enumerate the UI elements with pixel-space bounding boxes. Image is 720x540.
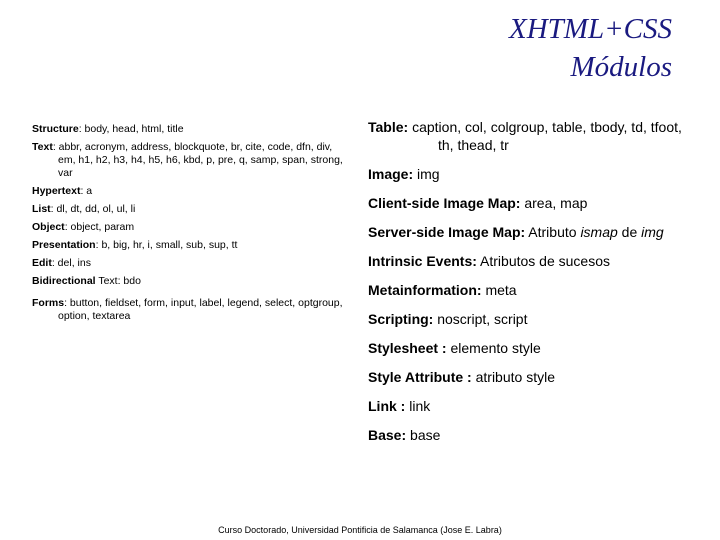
module-elements: Atributos de sucesos	[476, 253, 610, 269]
module-elements: : del, ins	[51, 257, 91, 269]
module-elements: : dl, dt, dd, ol, ul, li	[50, 203, 136, 215]
module-item	[368, 165, 693, 183]
module-item	[368, 118, 693, 154]
module-elements: : button, fieldset, form, input, label, legend, select, optgroup, option, textarea	[58, 297, 343, 322]
module-elements: caption, col, colgroup, table, tbody, td, tfoot, th, thead, tr	[408, 119, 682, 153]
module-item	[368, 223, 693, 241]
module-elements: elemento style	[446, 340, 541, 356]
ismap-attribute: ismap	[580, 224, 618, 240]
module-label: Image:	[368, 166, 414, 182]
module-elements: : b, big, hr, i, small, sub, sup, tt	[95, 239, 238, 251]
module-label: Text	[32, 141, 53, 153]
module-label: Presentation	[32, 239, 96, 251]
module-item	[368, 194, 693, 212]
module-label: Object	[32, 221, 65, 233]
module-item	[368, 397, 693, 415]
module-label: Table:	[368, 119, 409, 135]
module-elements-cont: de	[617, 224, 642, 240]
module-item	[32, 275, 347, 288]
module-item	[32, 221, 347, 234]
module-item	[32, 203, 347, 216]
module-label: Server-side Image Map:	[368, 224, 526, 240]
module-item	[32, 297, 347, 323]
module-label: Stylesheet :	[368, 340, 447, 356]
left-module-list	[32, 123, 347, 328]
module-item	[32, 141, 347, 180]
module-item	[368, 281, 693, 299]
module-item	[368, 339, 693, 357]
title-line-2: Módulos	[570, 51, 672, 83]
module-item	[32, 239, 347, 252]
module-label: Client-side Image Map:	[368, 195, 521, 211]
module-elements: : object, param	[64, 221, 135, 233]
module-elements: img	[413, 166, 440, 182]
slide-title	[509, 10, 672, 86]
module-label: Hypertext	[32, 185, 81, 197]
module-elements: : body, head, html, title	[78, 123, 184, 135]
module-label: List	[32, 203, 51, 215]
slide-footer: Curso Doctorado, Universidad Pontificia de Salamanca (Jose E. Labra)	[218, 525, 502, 535]
module-label: Edit	[32, 257, 52, 269]
module-label: Style Attribute :	[368, 369, 472, 385]
module-elements: area, map	[520, 195, 588, 211]
module-label: Structure	[32, 123, 79, 135]
module-elements: : abbr, acronym, address, blockquote, br, cite, code, dfn, div, em, h1, h2, h3, h4, h5, h6, kbd, p, pre, q, samp, span, strong, var	[52, 141, 343, 179]
module-label: Forms	[32, 297, 65, 309]
module-elements: link	[405, 398, 431, 414]
module-elements: base	[406, 427, 441, 443]
module-item	[32, 123, 347, 136]
module-label: Base:	[368, 427, 407, 443]
right-module-list	[368, 118, 693, 455]
module-elements: meta	[481, 282, 517, 298]
img-element: img	[641, 224, 664, 240]
module-item	[368, 310, 693, 328]
module-item	[368, 426, 693, 444]
module-item	[32, 257, 347, 270]
module-item	[32, 185, 347, 198]
module-label: Scripting:	[368, 311, 434, 327]
module-elements: atributo style	[471, 369, 555, 385]
module-elements: Text: bdo	[95, 275, 141, 287]
module-label: Intrinsic Events:	[368, 253, 477, 269]
module-label: Bidirectional	[32, 275, 96, 287]
title-line-1: XHTML+CSS	[509, 13, 672, 45]
module-label: Metainformation:	[368, 282, 482, 298]
module-elements: noscript, script	[433, 311, 528, 327]
module-item	[368, 252, 693, 270]
module-item	[368, 368, 693, 386]
module-elements: : a	[80, 185, 93, 197]
module-elements: Atributo	[525, 224, 581, 240]
module-label: Link :	[368, 398, 406, 414]
